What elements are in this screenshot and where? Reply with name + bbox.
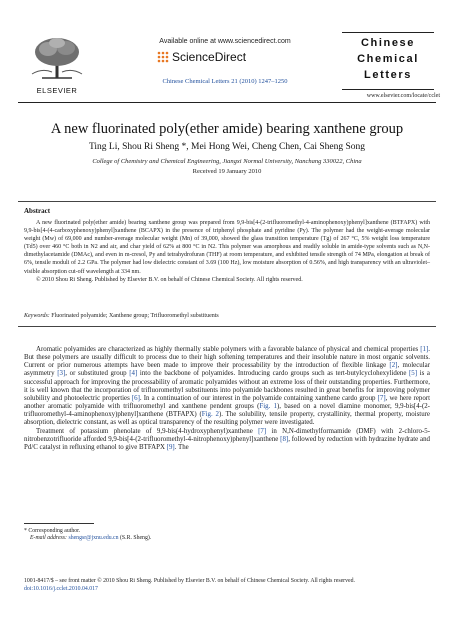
body-text-run: . In a continuation of our interest in the polyamide containing xanthene cardo group	[139, 394, 378, 402]
journal-url[interactable]: www.elsevier.com/locate/cclet	[366, 93, 440, 99]
keywords-label: Keywords:	[24, 313, 50, 319]
body-text-run: Aromatic polyamides are characterized as highly thermally stable polymers with a favorable balance of physical and chemical properties	[36, 346, 421, 353]
abstract-bottom-divider	[18, 326, 436, 327]
abstract-top-divider	[18, 201, 436, 202]
body-text-run: in N,N-dimethylformamide (DMF) with 2-chloro-5-nitrobenzotrifluoride afforded 9,9-bis[4-(2-trifluoromethyl-4-nitrophenoxy)phenyl]xanthene	[24, 427, 430, 443]
abstract-heading: Abstract	[24, 207, 51, 215]
publisher-name: ELSEVIER	[36, 86, 78, 95]
body-text-run: is a successful approach for improving the processability of aromatic polyamides without an extreme loss of their outstanding properties. Furthermore, it is well known that the incorporation of trifluoromethyl substituents into polyamide backbones resulted in great benefits for improving polymer solubility and photoelectric properties	[24, 370, 430, 402]
body-text-run: ). The solubility, tensile property, crystallinity, thermal property, moisture absorption, dielectric constant, as well as optical transparency of the resulting polymer were investigated.	[24, 411, 430, 427]
email-label: E-mail address:	[30, 535, 69, 542]
email-suffix: (S.R. Sheng).	[118, 535, 152, 542]
reference-link[interactable]: [3]	[57, 370, 66, 378]
body-text-run: into the backbone of polyamides. Introducing cardo groups such as tert-butylcyclohexylidene	[137, 370, 410, 378]
available-online-text: Available online at www.sciencedirect.com	[159, 38, 291, 45]
body-text-run: , we here report another aromatic polyamide with trifluoromethyl and xanthene pendent groups (	[24, 394, 430, 411]
figure-link[interactable]: Fig. 2	[201, 411, 219, 419]
email-link[interactable]: shengsr@jxnu.edu.cn	[68, 535, 119, 542]
abstract-text: A new fluorinated poly(ether amide) bearing xanthene group was prepared from 9,9-bis[4-(2-trifluoromethyl-4-aminophenoxy)phenyl]xanthene (BTFAPX) with 9,9-bis[4-(4-carboxyphenoxy)phenyl]xanthene (BCAPX) in the presence of triphenyl phosphate and pyridine (Py). The polymer had the weight-average molecular weight (Mw) of 69,000 and number-average molecular weight (Mn) of 39,000, showed the glass transition temperature (Tg) of 267 °C, 5% weight loss temperature (Td5) over 460 °C both in N2 and air, and char yield of 62% at 800 °C in N2. This polymer was amorphous and readily soluble in amide-type solvents such as N,N-dimethylacetamide (DMAc), and even in m-cresol, Py and tetrahydrofuran (THF) at room temperature, and exhibited tensile strength of 74 MPa, elongation at break of 6%, tensile moduli of 2.2 GPa. The polymer had low dielectric constant of 3.69 (100 Hz), low moisture absorption of 0.56%, and high transparency with an ultraviolet–visible absorption cut-off wavelength at 334 nm.	[24, 220, 430, 275]
body-text-run: , followed by reduction with hydrazine hydrate and Pd/C catalyst in refluxing ethanol to give BTFAPX	[24, 435, 430, 451]
body-text-run: , molecular asymmetry	[24, 362, 430, 378]
body-paragraph-2	[24, 428, 430, 452]
figure-link[interactable]: Fig. 1	[259, 403, 278, 411]
body-text-run: Treatment of potassium phenolate of 9,9-bis(4-hydroxyphenyl)xanthene	[36, 427, 259, 435]
keywords-list: Fluorinated polyamide; Xanthene group; Trifluoromethyl substituents	[51, 313, 219, 319]
reference-link[interactable]: [5]	[409, 370, 418, 378]
reference-link[interactable]: [7]	[258, 427, 267, 435]
abstract-body	[24, 219, 430, 284]
keywords-line	[24, 313, 430, 319]
article-body	[24, 346, 430, 452]
reference-link[interactable]: [2]	[389, 362, 398, 370]
footnote-divider	[24, 523, 94, 524]
reference-link[interactable]: [4]	[129, 370, 138, 378]
journal-logo-line-1: Chinese	[361, 37, 415, 49]
abstract-copyright: © 2010 Shou Ri Sheng. Published by Elsevier B.V. on behalf of Chinese Chemical Society. All rights reserved.	[36, 276, 303, 283]
copyright-footer	[24, 578, 430, 593]
body-text-run: ), based on a novel diamine monomer, 9,9-bis[4-(2-trifluoromethyl-4-aminophenoxy)phenyl]xanthene (BTFAPX) (	[24, 403, 430, 419]
body-text-run: . The	[174, 443, 189, 451]
reference-link[interactable]: [7]	[377, 394, 386, 402]
journal-logo-line-3: Letters	[364, 69, 412, 81]
body-text-run: , or substituted group	[65, 370, 130, 378]
elsevier-tree-logo	[22, 34, 92, 82]
article-title: A new fluorinated poly(ether amide) bearing xanthene group	[50, 121, 404, 137]
body-paragraph-1	[24, 346, 430, 428]
journal-logo	[342, 32, 434, 90]
reference-link[interactable]: [6]	[131, 394, 140, 402]
sciencedirect-icon	[157, 51, 169, 63]
doi-link[interactable]: doi:10.1016/j.cclet.2010.04.017	[24, 585, 98, 592]
email-line	[24, 535, 430, 542]
body-text-run: . But these polymers are usually difficult to process due to their high softening temperatures and their insoluble nature in most organic solvents. Current or prior numerous attempts have been made to improve their processability by the introduction of flexible linkage	[24, 346, 430, 370]
reference-link[interactable]: [9]	[166, 443, 175, 451]
issn-line: 1001-8417/$ – see front matter © 2010 Shou Ri Sheng. Published by Elsevier B.V. on behalf of Chinese Chemical Society. All rights reserved.	[24, 578, 355, 584]
header-divider	[18, 102, 436, 103]
journal-citation[interactable]: Chinese Chemical Letters 21 (2010) 1247–1250	[162, 78, 288, 85]
article-authors: Ting Li, Shou Ri Sheng *, Mei Hong Wei, Cheng Chen, Cai Sheng Song	[88, 142, 366, 152]
journal-logo-line-2: Chemical	[357, 53, 419, 65]
footnote	[24, 528, 430, 543]
corresponding-author-note: * Corresponding author.	[24, 528, 81, 534]
sciencedirect-logo-text[interactable]: ScienceDirect	[172, 50, 247, 64]
reference-link[interactable]: [1]	[420, 346, 429, 353]
author-affiliation: College of Chemistry and Chemical Engineering, Jiangxi Normal University, Nanchang 330022, China	[92, 158, 362, 165]
received-date: Received 19 January 2010	[192, 168, 262, 175]
reference-link[interactable]: [8]	[280, 435, 289, 443]
